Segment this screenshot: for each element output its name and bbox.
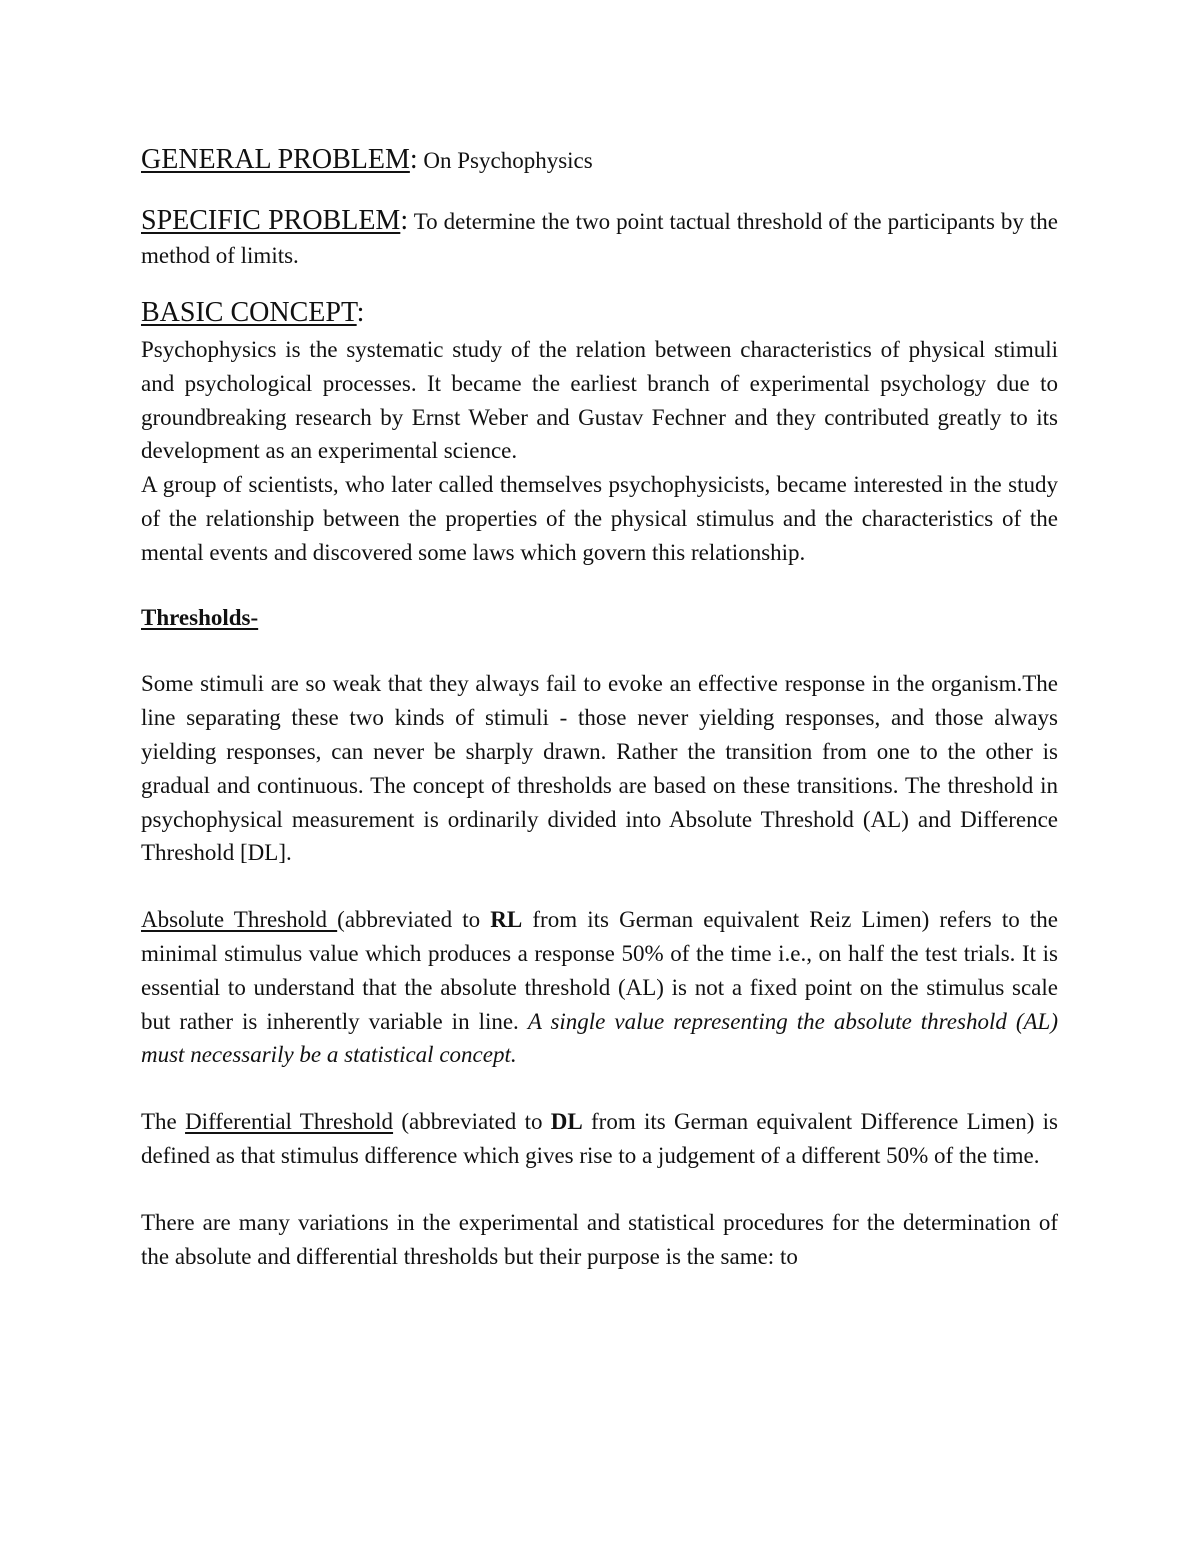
dl-abbreviation: DL [550,1109,583,1135]
general-problem-label: GENERAL PROBLEM [141,144,410,175]
specific-problem-text: To determine the two point tactual threshold of the participants by the method of limits. [141,209,1058,268]
differential-threshold-term: Differential Threshold [185,1109,394,1135]
general-problem [141,138,1058,183]
absolute-threshold-paragraph [141,903,1058,1072]
absolute-threshold-pre: (abbreviated to [337,907,491,933]
thresholds-heading: Thresholds- [141,604,259,630]
document-page [141,138,1058,1273]
differential-pre: The [141,1109,186,1135]
variations-paragraph: There are many variations in the experimental and statistical procedures for the determination of the absolute and differential thresholds but their purpose is the same: to [141,1209,1058,1269]
general-problem-text: On Psychophysics [417,148,593,173]
absolute-threshold-body: from its German equivalent Reiz Limen) refers to the minimal stimulus value which produces a response 50% of the time i.e., on half the test trials. It is essential to understand that the absolute threshold (AL) is not a fixed point on the stimulus scale but rather is inherently variable in line. [141,907,1058,1034]
basic-concept-paragraph-1: Psychophysics is the systematic study of the relation between characteristics of physical stimuli and psychological processes. It became the earliest branch of experimental psychology due to groundbreaking research by Ernst Weber and Gustav Fechner and they contributed greatly to its development as an experimental science. [141,337,1058,464]
differential-mid: (abbreviated to [393,1109,551,1135]
differential-body: from its German equivalent Difference Limen) is defined as that stimulus difference which gives rise to a judgement of a different 50% of the time. [141,1109,1059,1168]
basic-concept-heading [141,293,1058,333]
basic-concept-label: BASIC CONCEPT [141,297,357,328]
specific-problem [141,204,1058,273]
general-problem-colon: : [409,144,418,175]
differential-threshold-paragraph [141,1105,1058,1173]
specific-problem-label: SPECIFIC PROBLEM [141,205,401,236]
basic-concept-paragraph-2: A group of scientists, who later called themselves psychophysicists, became interested in the study of the relationship between the properties of the physical stimulus and the characteristics of the mental events and discovered some laws which govern this relationship. [141,472,1058,565]
absolute-threshold-italic: A single value representing the absolute threshold (AL) must necessarily be a statistical concept. [141,1008,1058,1068]
specific-problem-colon: : [400,205,409,236]
basic-concept-colon: : [356,297,365,328]
thresholds-paragraph: Some stimuli are so weak that they always fail to evoke an effective response in the organism.The line separating these two kinds of stimuli - those never yielding responses, and those always yielding responses, can never be sharply drawn. Rather the transition from one to the other is gradual and continuous. The concept of thresholds are based on these transitions. The threshold in psychophysical measurement is ordinarily divided into Absolute Threshold (AL) and Difference Threshold [DL]. [141,671,1058,866]
absolute-threshold-term: Absolute Threshold [141,907,338,933]
rl-abbreviation: RL [490,907,523,933]
